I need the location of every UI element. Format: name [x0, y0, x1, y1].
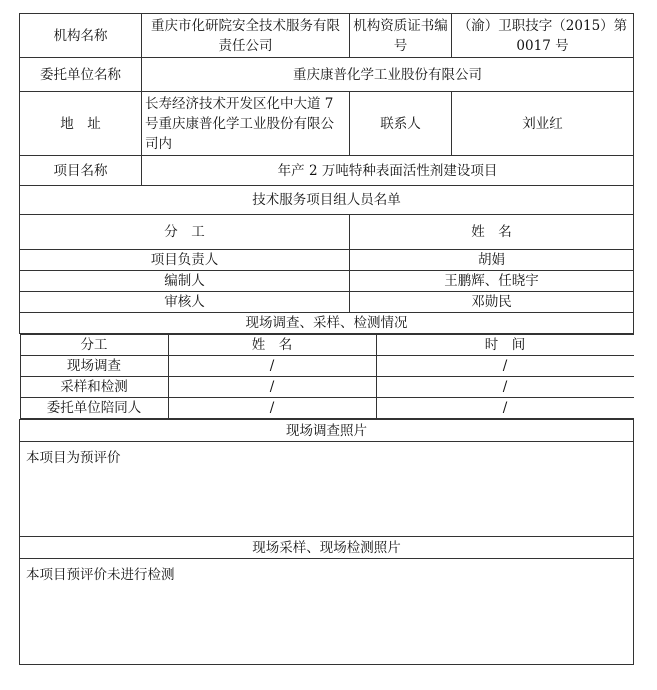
client-label: 委托单位名称	[20, 58, 142, 92]
address-row	[20, 92, 634, 156]
photo2-text: 本项目预评价未进行检测	[20, 559, 634, 665]
team-name: 王鹏辉、任晓宇	[350, 271, 634, 292]
info-sheet	[19, 13, 633, 665]
survey-header-role: 分工	[20, 335, 168, 356]
team-role: 编制人	[20, 271, 350, 292]
photo2-title: 现场采样、现场检测照片	[20, 537, 634, 559]
survey-name: /	[168, 398, 376, 419]
survey-name: /	[168, 377, 376, 398]
photo2-content-row	[20, 559, 634, 665]
team-row	[20, 250, 634, 271]
team-row	[20, 292, 634, 313]
survey-row	[20, 398, 634, 419]
qual-label: 机构资质证书编号	[350, 14, 452, 58]
client-row	[20, 58, 634, 92]
survey-role: 采样和检测	[20, 377, 168, 398]
contact-value: 刘业红	[452, 92, 634, 156]
team-name: 胡娟	[350, 250, 634, 271]
team-header-role: 分 工	[20, 215, 350, 250]
survey-table-wrap	[20, 334, 634, 420]
address-value: 长寿经济技术开发区化中大道 7 号重庆康普化学工业股份有限公司内	[142, 92, 350, 156]
project-row	[20, 156, 634, 186]
project-label: 项目名称	[20, 156, 142, 186]
survey-header-time: 时 间	[376, 335, 634, 356]
address-label: 地 址	[20, 92, 142, 156]
contact-label: 联系人	[350, 92, 452, 156]
survey-header-name: 姓 名	[168, 335, 376, 356]
survey-row	[20, 356, 634, 377]
survey-time: /	[376, 356, 634, 377]
photo2-title-row	[20, 537, 634, 559]
survey-time: /	[376, 398, 634, 419]
org-row	[20, 14, 634, 58]
team-role: 项目负责人	[20, 250, 350, 271]
survey-time: /	[376, 377, 634, 398]
team-row	[20, 271, 634, 292]
qual-value: （渝）卫职技字（2015）第 0017 号	[452, 14, 634, 58]
client-value: 重庆康普化学工业股份有限公司	[142, 58, 634, 92]
org-name-value: 重庆市化研院安全技术服务有限责任公司	[142, 14, 350, 58]
team-section-title: 技术服务项目组人员名单	[20, 186, 634, 215]
survey-header	[20, 335, 634, 356]
team-role: 审核人	[20, 292, 350, 313]
survey-row	[20, 377, 634, 398]
org-name-label: 机构名称	[20, 14, 142, 58]
survey-role: 委托单位陪同人	[20, 398, 168, 419]
survey-role: 现场调查	[20, 356, 168, 377]
photo1-text: 本项目为预评价	[20, 442, 634, 537]
photo1-content-row	[20, 442, 634, 537]
survey-section-title: 现场调查、采样、检测情况	[20, 313, 634, 334]
team-name: 邓勋民	[350, 292, 634, 313]
project-value: 年产 2 万吨特种表面活性剂建设项目	[142, 156, 634, 186]
team-section-row	[20, 186, 634, 215]
photo1-title: 现场调查照片	[20, 420, 634, 442]
survey-name: /	[168, 356, 376, 377]
survey-table	[20, 334, 634, 419]
team-header-row	[20, 215, 634, 250]
info-table	[19, 13, 634, 665]
survey-section-row	[20, 313, 634, 334]
photo1-title-row	[20, 420, 634, 442]
team-header-name: 姓 名	[350, 215, 634, 250]
survey-header-row	[20, 334, 634, 420]
